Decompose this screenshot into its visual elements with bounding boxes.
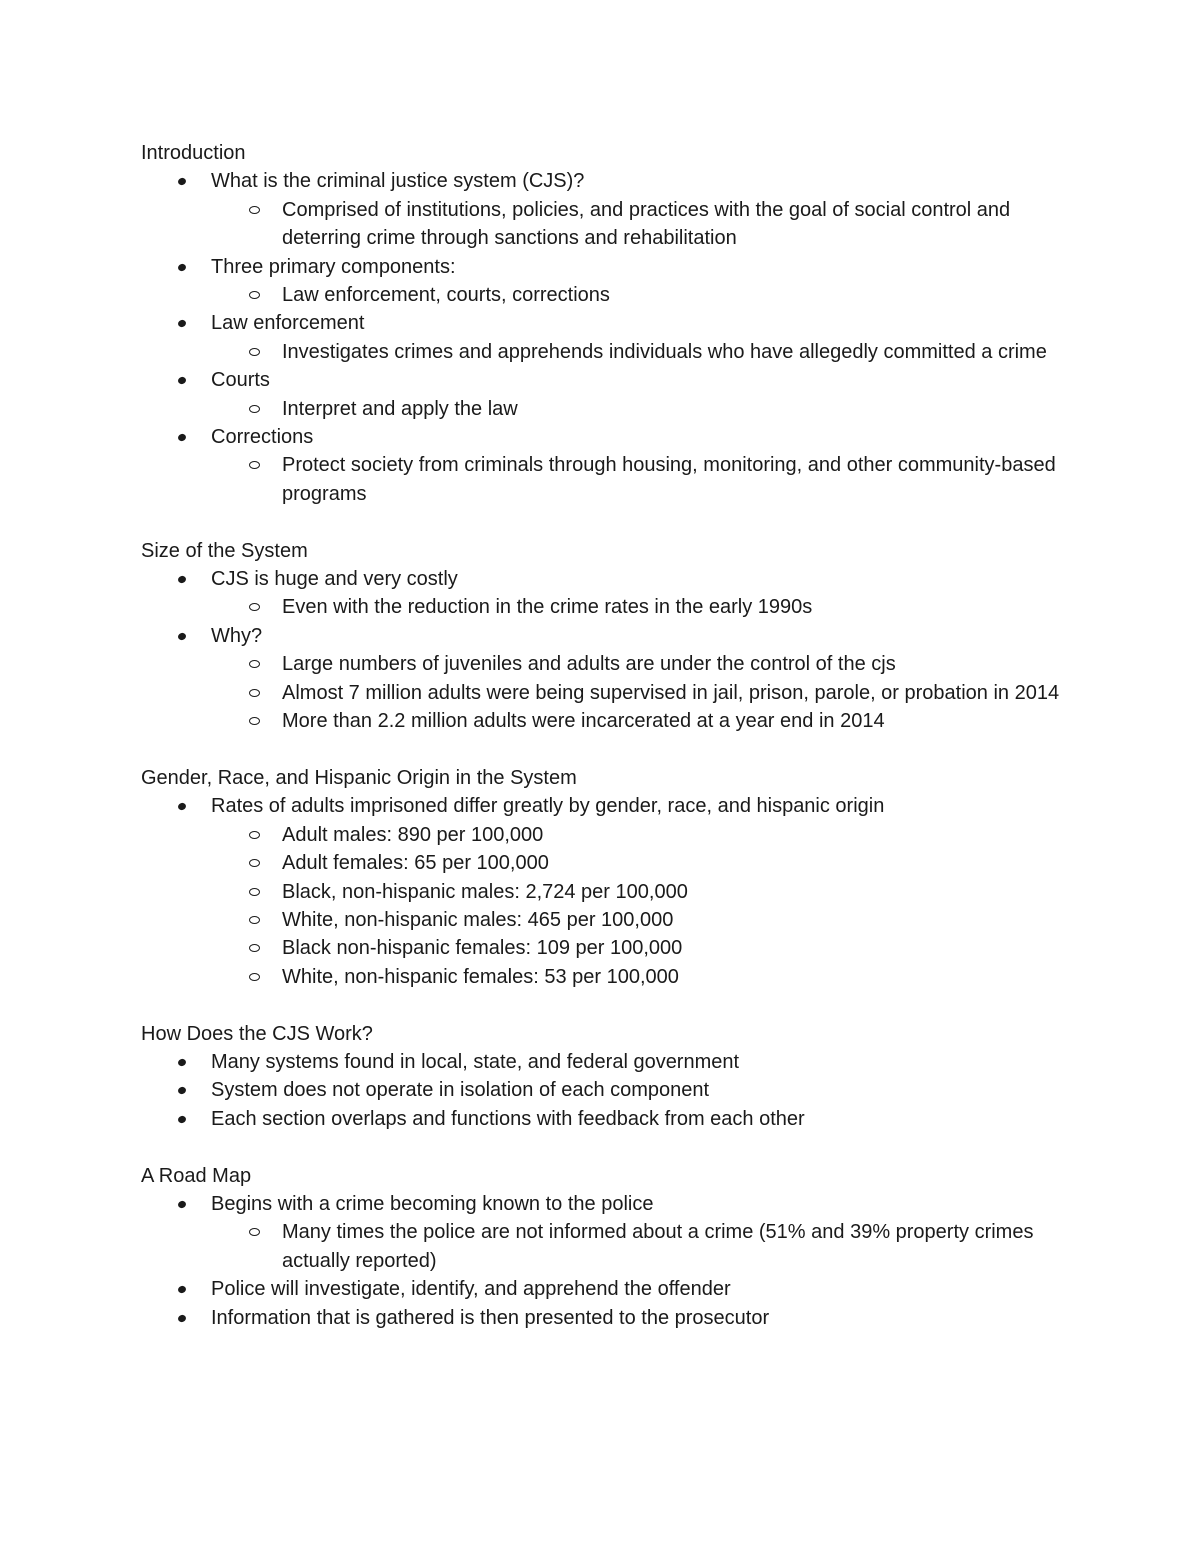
bullet-text: Many systems found in local, state, and federal government [211, 1050, 740, 1073]
bullet-text: Information that is gathered is then presented to the prosecutor [211, 1306, 770, 1329]
hollow-bullet-icon [249, 717, 260, 725]
bullet-item [141, 1105, 1081, 1133]
sub-bullet-item [141, 679, 1081, 707]
bullet-list [141, 1190, 1081, 1332]
filled-bullet-icon [177, 632, 187, 641]
section-heading: How Does the CJS Work? [141, 1022, 373, 1045]
sub-bullet-item [141, 906, 1081, 934]
bullet-text: CJS is huge and very costly [211, 568, 458, 591]
filled-bullet-icon [177, 319, 187, 328]
sub-bullet-item [141, 281, 1081, 309]
sub-bullet-text: Black, non-hispanic males: 2,724 per 100,000 [282, 880, 688, 903]
sub-bullet-item [141, 395, 1081, 423]
sub-bullet-item [141, 963, 1081, 991]
filled-bullet-icon [177, 1313, 187, 1322]
bullet-text: Why? [211, 624, 263, 647]
filled-bullet-icon [177, 262, 187, 271]
bullet-item [141, 309, 1081, 337]
filled-bullet-icon [177, 1058, 187, 1067]
bullet-item [141, 253, 1081, 281]
bullet-list [141, 1048, 1081, 1133]
hollow-bullet-icon [249, 461, 260, 469]
bullet-text: Begins with a crime becoming known to the police [211, 1192, 654, 1215]
bullet-text: Three primary components: [211, 255, 456, 278]
hollow-bullet-icon [249, 1228, 260, 1236]
bullet-text: What is the criminal justice system (CJS)? [211, 170, 585, 193]
hollow-bullet-icon [249, 916, 260, 924]
bullet-text: Courts [211, 369, 270, 392]
filled-bullet-icon [177, 1285, 187, 1294]
sub-bullet-text: Law enforcement, courts, corrections [282, 284, 610, 307]
sub-bullet-item [141, 821, 1081, 849]
filled-bullet-icon [177, 802, 187, 811]
filled-bullet-icon [177, 1200, 187, 1209]
outline-section [141, 537, 1081, 736]
bullet-text: Rates of adults imprisoned differ greatly by gender, race, and hispanic origin [211, 795, 885, 818]
bullet-list [141, 167, 1081, 508]
sub-bullet-item [141, 593, 1081, 621]
sub-bullet-text: White, non-hispanic males: 465 per 100,000 [282, 908, 674, 931]
bullet-text: Law enforcement [211, 312, 365, 335]
sub-bullet-text: Almost 7 million adults were being supervised in jail, prison, parole, or probation in 2014 [282, 681, 1060, 704]
bullet-item [141, 792, 1081, 820]
hollow-bullet-icon [249, 206, 260, 214]
outline-section [141, 139, 1081, 508]
sub-bullet-text: Large numbers of juveniles and adults are under the control of the cjs [282, 653, 896, 676]
section-heading: Gender, Race, and Hispanic Origin in the System [141, 766, 577, 789]
outline-section [141, 1162, 1081, 1332]
bullet-item [141, 1275, 1081, 1303]
hollow-bullet-icon [249, 689, 260, 697]
filled-bullet-icon [177, 1115, 187, 1124]
bullet-item [141, 423, 1081, 451]
bullet-text: System does not operate in isolation of each component [211, 1079, 710, 1102]
sub-bullet-text: Investigates crimes and apprehends individuals who have allegedly committed a crime [282, 340, 1047, 363]
sub-bullet-text: Adult females: 65 per 100,000 [282, 852, 549, 875]
filled-bullet-icon [177, 1086, 187, 1095]
sub-bullet-item [141, 338, 1081, 366]
bullet-item [141, 1190, 1081, 1218]
hollow-bullet-icon [249, 348, 260, 356]
filled-bullet-icon [177, 575, 187, 584]
hollow-bullet-icon [249, 603, 260, 611]
bullet-item [141, 565, 1081, 593]
sub-bullet-item [141, 878, 1081, 906]
bullet-text: Police will investigate, identify, and apprehend the offender [211, 1278, 731, 1301]
sub-bullet-item [141, 1218, 1081, 1275]
outline-section [141, 1020, 1081, 1134]
sub-bullet-item [141, 650, 1081, 678]
sub-bullet-item [141, 934, 1081, 962]
filled-bullet-icon [177, 376, 187, 385]
section-heading: A Road Map [141, 1164, 252, 1187]
bullet-list [141, 565, 1081, 735]
sub-bullet-item [141, 849, 1081, 877]
sub-bullet-text: Protect society from criminals through housing, monitoring, and other community-based programs [282, 454, 1056, 505]
section-heading: Introduction [141, 142, 246, 164]
bullet-item [141, 167, 1081, 195]
hollow-bullet-icon [249, 944, 260, 952]
hollow-bullet-icon [249, 973, 260, 981]
filled-bullet-icon [177, 433, 187, 442]
bullet-item [141, 1304, 1081, 1332]
bullet-item [141, 1048, 1081, 1076]
bullet-item [141, 622, 1081, 650]
outline-section [141, 764, 1081, 991]
filled-bullet-icon [177, 177, 187, 186]
bullet-list [141, 792, 1081, 991]
sub-bullet-item [141, 196, 1081, 253]
sub-bullet-text: More than 2.2 million adults were incarcerated at a year end in 2014 [282, 710, 885, 733]
hollow-bullet-icon [249, 831, 260, 839]
sub-bullet-text: Black non-hispanic females: 109 per 100,000 [282, 937, 683, 960]
sub-bullet-text: White, non-hispanic females: 53 per 100,000 [282, 965, 679, 988]
hollow-bullet-icon [249, 660, 260, 668]
sub-bullet-text: Comprised of institutions, policies, and practices with the goal of social control and deterring crime through sanctions and rehabilitation [282, 198, 1011, 250]
hollow-bullet-icon [249, 291, 260, 299]
bullet-item [141, 1076, 1081, 1104]
sub-bullet-text: Many times the police are not informed about a crime (51% and 39% property crimes actually reported) [282, 1221, 1034, 1272]
sub-bullet-item [141, 707, 1081, 735]
hollow-bullet-icon [249, 405, 260, 413]
bullet-text: Each section overlaps and functions with feedback from each other [211, 1107, 805, 1130]
sub-bullet-item [141, 451, 1081, 508]
sub-bullet-text: Even with the reduction in the crime rates in the early 1990s [282, 596, 813, 619]
bullet-item [141, 366, 1081, 394]
sub-bullet-text: Adult males: 890 per 100,000 [282, 823, 544, 846]
hollow-bullet-icon [249, 859, 260, 867]
document-page [141, 139, 1081, 1360]
bullet-text: Corrections [211, 426, 314, 449]
sub-bullet-text: Interpret and apply the law [282, 397, 518, 420]
section-heading: Size of the System [141, 539, 308, 562]
hollow-bullet-icon [249, 888, 260, 896]
